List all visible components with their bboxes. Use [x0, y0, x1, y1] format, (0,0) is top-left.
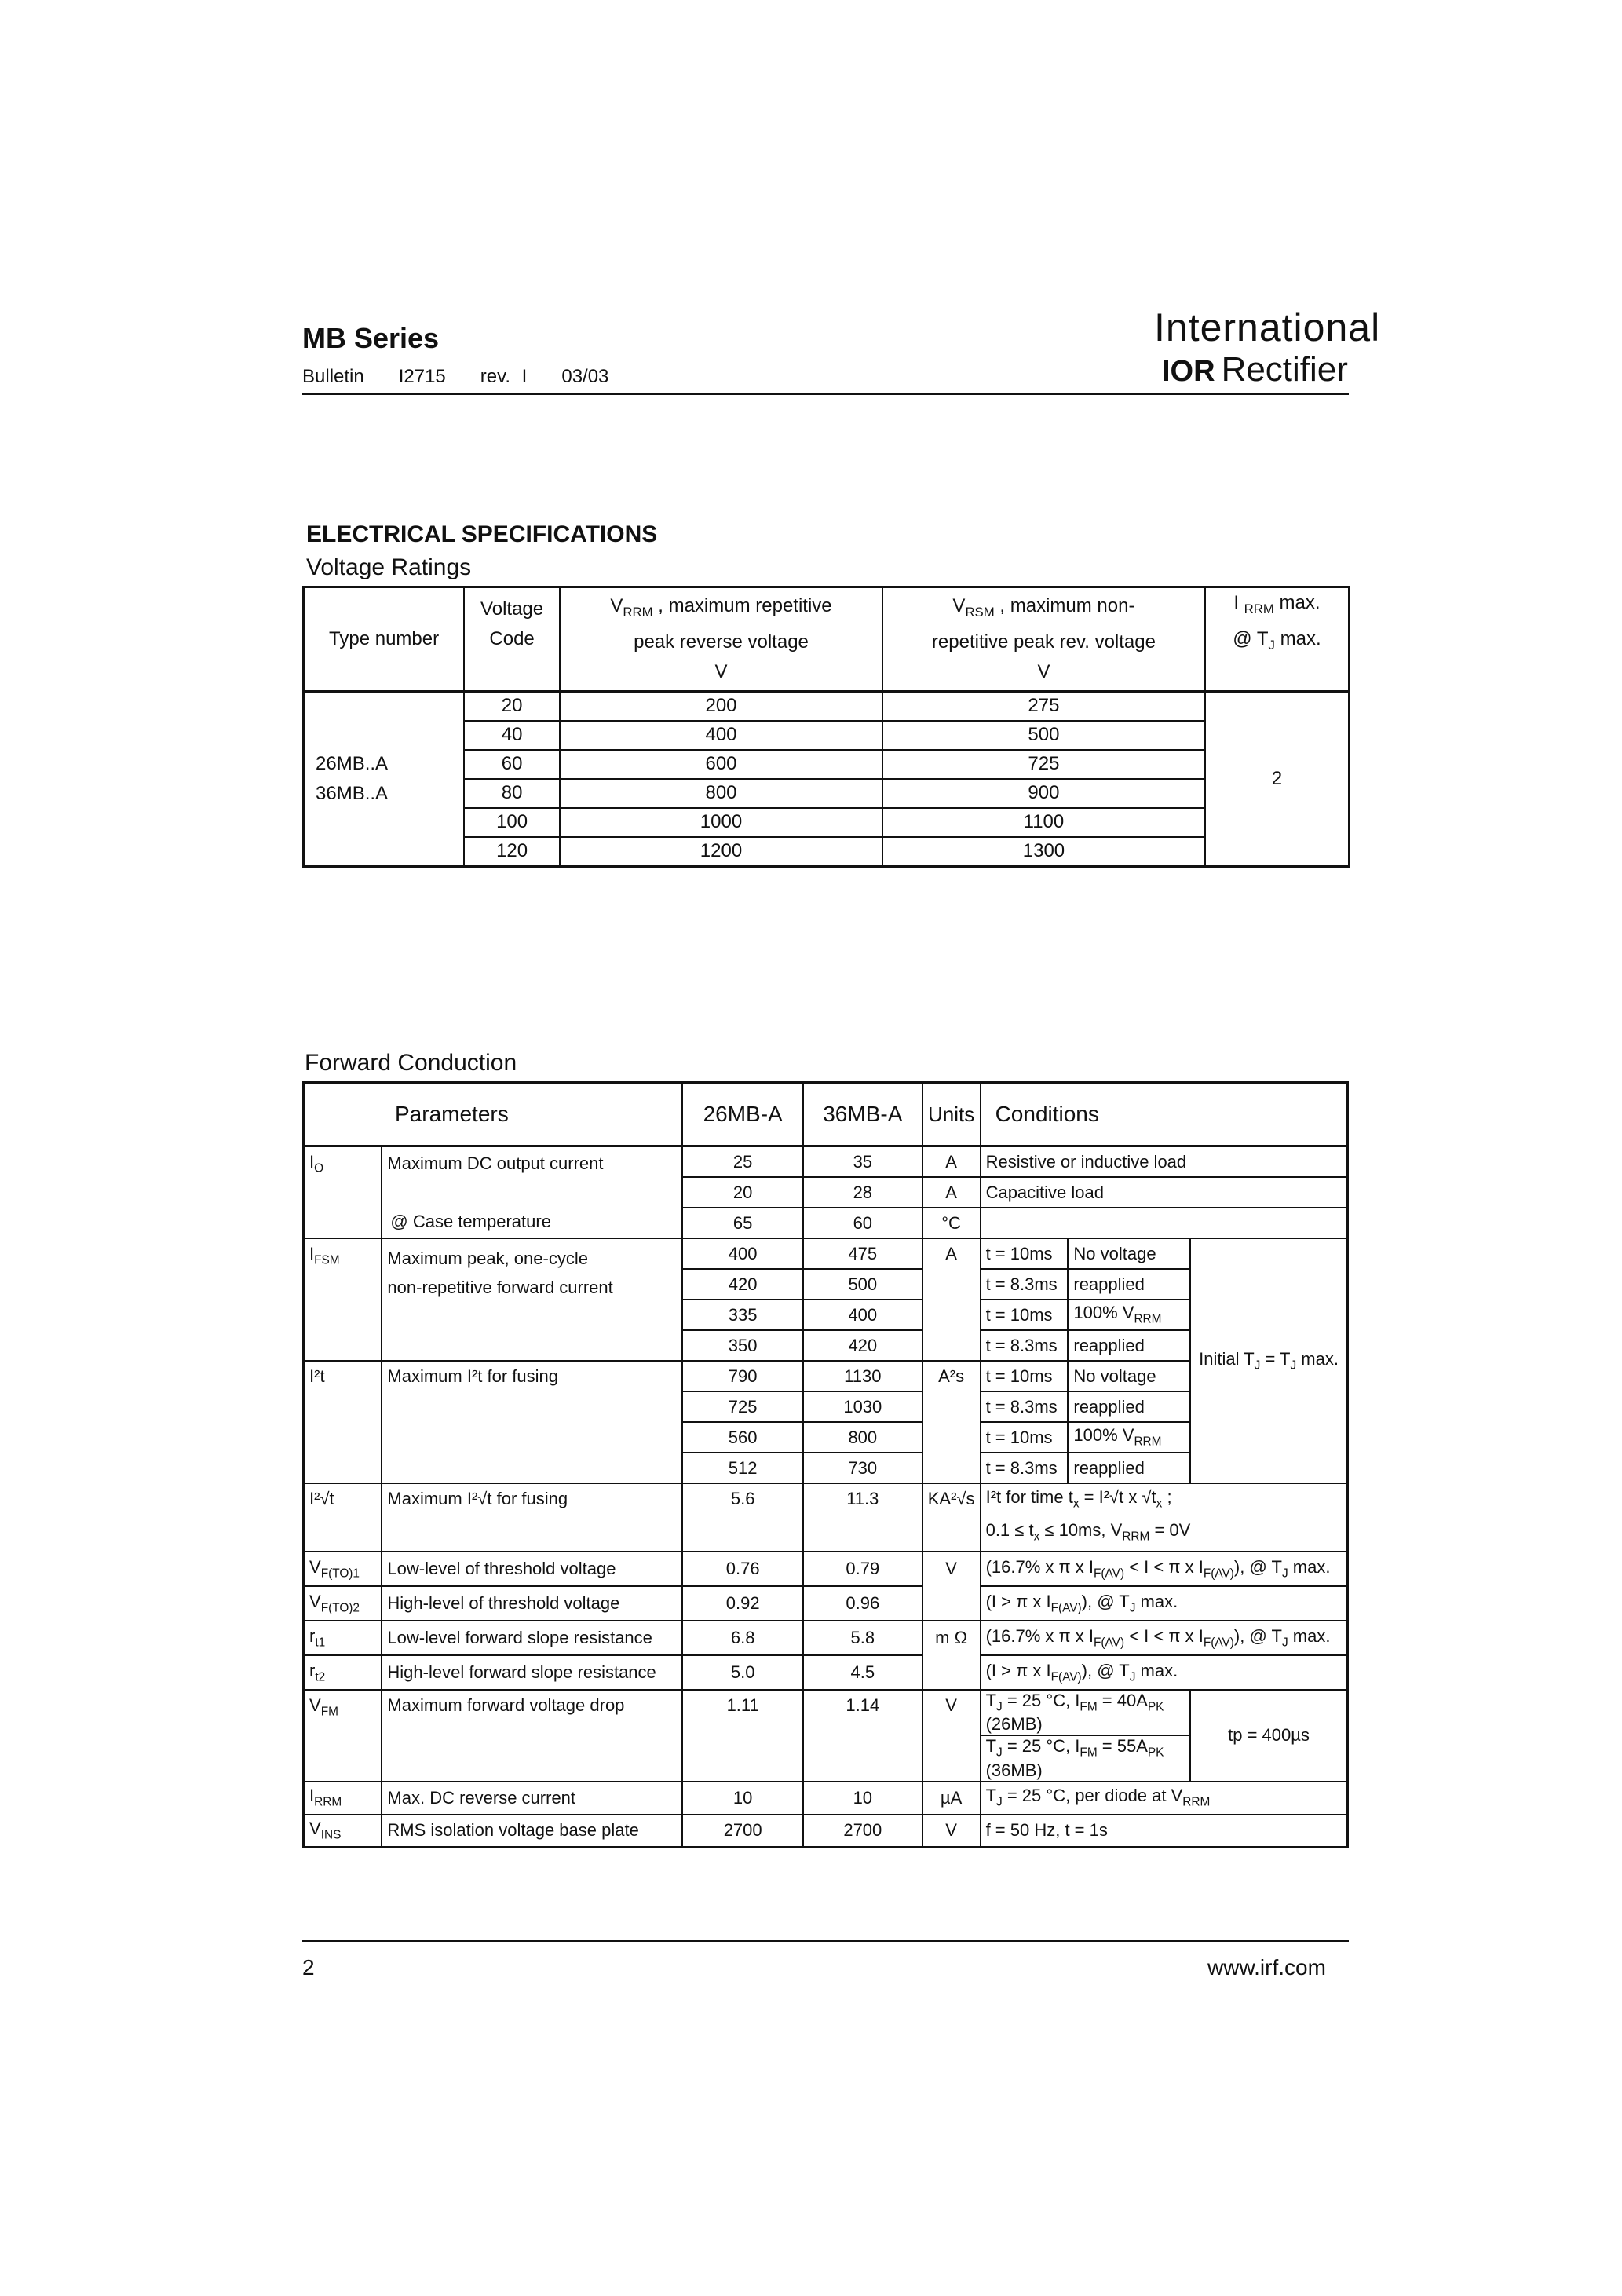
- voltage-condition: 100% $V_{RRM}$: [1068, 1422, 1190, 1453]
- value-36mb: 5.8: [803, 1621, 922, 1655]
- value-36mb: 4.5: [803, 1655, 922, 1690]
- condition-36mb: $T_J = 25$ °C, $I_{FM} = 55A_{PK}$ (36MB): [981, 1735, 1191, 1781]
- logo-rectifier-text: Rectifier: [1221, 350, 1348, 389]
- vrsm-value: 275: [882, 691, 1205, 721]
- unit: A: [922, 1146, 981, 1178]
- ifsm-symbol: $I_{FSM}$: [304, 1238, 382, 1361]
- irrm-value: 2: [1205, 691, 1350, 866]
- section-title: ELECTRICAL SPECIFICATIONS: [306, 521, 658, 547]
- condition: Capacitive load: [981, 1177, 1348, 1208]
- value-36mb: 0.96: [803, 1586, 922, 1621]
- unit: µA: [922, 1782, 981, 1815]
- vfto1-param: Low-level of threshold voltage: [382, 1552, 682, 1586]
- tp-condition: tp = 400µs: [1190, 1690, 1347, 1782]
- vrrm-value: 1000: [560, 808, 882, 837]
- logo-international: International: [1154, 305, 1381, 349]
- value-26mb: 0.76: [682, 1552, 803, 1586]
- irrm-param: Max. DC reverse current: [382, 1782, 682, 1815]
- vins-param: RMS isolation voltage base plate: [382, 1815, 682, 1848]
- value-26mb: 6.8: [682, 1621, 803, 1655]
- condition: (I > π x $I_{F(AV)}$), @ $T_J$ max.: [981, 1655, 1348, 1690]
- time-condition: t = 8.3ms: [981, 1453, 1069, 1483]
- vrrm-value: 400: [560, 721, 882, 750]
- type-number: 36MB..A: [316, 782, 389, 804]
- vrrm-value: 800: [560, 779, 882, 808]
- forward-conduction-title: Forward Conduction: [305, 1050, 517, 1076]
- ifsm-param: Maximum peak, one-cycle non-repetitive forward current: [382, 1238, 682, 1361]
- fc-header-row: [304, 1083, 1348, 1146]
- condition: f = 50 Hz, t = 1s: [981, 1815, 1348, 1848]
- initial-tj-condition: Initial $T_J = T_J$ max.: [1190, 1238, 1347, 1483]
- vfto2-param: High-level of threshold voltage: [382, 1586, 682, 1621]
- footer-divider: [302, 1940, 1349, 1942]
- vfto1-symbol: $V_{F(TO)1}$: [304, 1552, 382, 1586]
- value-26mb: 25: [682, 1146, 803, 1178]
- vfto1-row: [304, 1552, 1348, 1586]
- i2sqrt-row: [304, 1483, 1348, 1552]
- vrrm-value: 600: [560, 750, 882, 779]
- vrrm-value: 1200: [560, 837, 882, 867]
- col-36mb-header: 36MB-A: [803, 1083, 922, 1146]
- voltage-condition: reapplied: [1068, 1453, 1190, 1483]
- condition: I²t for time $t_x = I^2√t$ x $√t_x$ ; $0.1 \le t_x \le 10ms$, $V_{RRM} = 0V$: [981, 1483, 1348, 1552]
- voltage-code: 40: [464, 721, 560, 750]
- value-36mb: 1.14: [803, 1690, 922, 1782]
- parameters-header: Parameters: [304, 1083, 683, 1146]
- voltage-code: 120: [464, 837, 560, 867]
- voltage-code: 60: [464, 750, 560, 779]
- condition: (I > π x $I_{F(AV)}$), @ $T_J$ max.: [981, 1586, 1348, 1621]
- value-36mb: 0.79: [803, 1552, 922, 1586]
- vrsm-value: 500: [882, 721, 1205, 750]
- io-param: Maximum DC output current @ Case temperature: [382, 1146, 682, 1239]
- value-26mb: 5.6: [682, 1483, 803, 1552]
- page-number: 2: [302, 1955, 315, 1980]
- vrsm-value: 900: [882, 779, 1205, 808]
- value-36mb: 28: [803, 1177, 922, 1208]
- value-26mb: 65: [682, 1208, 803, 1238]
- value-36mb: 35: [803, 1146, 922, 1178]
- vrsm-header: $V_{RSM}$ , maximum non- repetitive peak rev. voltage V: [882, 587, 1205, 692]
- value-36mb: 1130: [803, 1361, 922, 1391]
- col-26mb-header: 26MB-A: [682, 1083, 803, 1146]
- forward-conduction-table: [302, 1081, 1349, 1848]
- voltage-condition: No voltage: [1068, 1361, 1190, 1391]
- value-36mb: 11.3: [803, 1483, 922, 1552]
- unit: V: [922, 1552, 981, 1621]
- value-26mb: 10: [682, 1782, 803, 1815]
- unit: A²s: [922, 1361, 981, 1483]
- time-condition: t = 10ms: [981, 1300, 1069, 1330]
- rt1-symbol: $r_{t1}$: [304, 1621, 382, 1655]
- footer-url[interactable]: www.irf.com: [1207, 1955, 1326, 1980]
- rt2-param: High-level forward slope resistance: [382, 1655, 682, 1690]
- io-symbol: $I_O$: [304, 1146, 382, 1239]
- voltage-header-row: [304, 587, 1350, 692]
- unit: V: [922, 1690, 981, 1782]
- value-36mb: 1030: [803, 1391, 922, 1422]
- value-26mb: 725: [682, 1391, 803, 1422]
- unit: °C: [922, 1208, 981, 1238]
- irrm-header: I $_{RRM}$ max. @ $T_J$ max.: [1205, 587, 1350, 692]
- value-26mb: 512: [682, 1453, 803, 1483]
- time-condition: t = 8.3ms: [981, 1269, 1069, 1300]
- time-condition: t = 8.3ms: [981, 1330, 1069, 1361]
- voltage-condition: reapplied: [1068, 1269, 1190, 1300]
- ifsm-row: [304, 1238, 1348, 1269]
- value-26mb: 335: [682, 1300, 803, 1330]
- vfm-param: Maximum forward voltage drop: [382, 1690, 682, 1782]
- vrsm-value: 1300: [882, 837, 1205, 867]
- time-condition: t = 10ms: [981, 1422, 1069, 1453]
- irrm-row: [304, 1782, 1348, 1815]
- type-number: 26MB..A: [316, 752, 389, 774]
- units-header: Units: [922, 1083, 981, 1146]
- vfm-row: [304, 1690, 1348, 1735]
- header-divider: [302, 393, 1349, 395]
- unit: KA²√s: [922, 1483, 981, 1552]
- i2sqrt-symbol: I²√t: [304, 1483, 382, 1552]
- value-36mb: 800: [803, 1422, 922, 1453]
- condition: (16.7% x π x $I_{F(AV)} < I < \pi$ x $I_{F(AV)}$), @ $T_J$ max.: [981, 1621, 1348, 1655]
- unit: m Ω: [922, 1621, 981, 1690]
- vins-symbol: $V_{INS}$: [304, 1815, 382, 1848]
- value-26mb: 790: [682, 1361, 803, 1391]
- value-36mb: 500: [803, 1269, 922, 1300]
- vrsm-value: 1100: [882, 808, 1205, 837]
- voltage-code-header: Voltage Code: [464, 587, 560, 692]
- value-26mb: 5.0: [682, 1655, 803, 1690]
- vrrm-header: $V_{RRM}$ , maximum repetitive peak reverse voltage V: [560, 587, 882, 692]
- bulletin-line: Bulletin I2715 rev. I 03/03: [302, 366, 609, 387]
- condition: (16.7% x π x $I_{F(AV)} < I < \pi$ x $I_{F(AV)}$), @ $T_J$ max.: [981, 1552, 1348, 1586]
- vfto2-symbol: $V_{F(TO)2}$: [304, 1586, 382, 1621]
- value-36mb: 730: [803, 1453, 922, 1483]
- voltage-row: [304, 691, 1350, 721]
- value-26mb: 20: [682, 1177, 803, 1208]
- voltage-code: 100: [464, 808, 560, 837]
- time-condition: t = 10ms: [981, 1238, 1069, 1269]
- rt1-row: [304, 1621, 1348, 1655]
- rt1-param: Low-level forward slope resistance: [382, 1621, 682, 1655]
- voltage-ratings-title: Voltage Ratings: [306, 554, 472, 580]
- value-26mb: 560: [682, 1422, 803, 1453]
- condition: Resistive or inductive load: [981, 1146, 1348, 1178]
- type-number-header: Type number: [304, 587, 465, 692]
- voltage-code: 20: [464, 691, 560, 721]
- vrsm-value: 725: [882, 750, 1205, 779]
- value-36mb: 420: [803, 1330, 922, 1361]
- io-row: [304, 1146, 1348, 1178]
- value-36mb: 2700: [803, 1815, 922, 1848]
- logo-rectifier: [1162, 350, 1348, 389]
- unit: A: [922, 1177, 981, 1208]
- voltage-condition: 100% $V_{RRM}$: [1068, 1300, 1190, 1330]
- vfm-symbol: $V_{FM}$: [304, 1690, 382, 1782]
- i2t-param: Maximum I²t for fusing: [382, 1361, 682, 1483]
- i2sqrt-param: Maximum I²√t for fusing: [382, 1483, 682, 1552]
- value-26mb: 400: [682, 1238, 803, 1269]
- voltage-ratings-table: [302, 586, 1350, 868]
- type-numbers-cell: [304, 691, 465, 866]
- unit: A: [922, 1238, 981, 1361]
- value-26mb: 350: [682, 1330, 803, 1361]
- i2t-symbol: I²t: [304, 1361, 382, 1483]
- conditions-header: Conditions: [981, 1083, 1348, 1146]
- value-36mb: 60: [803, 1208, 922, 1238]
- logo-ior-mark: IOR: [1162, 355, 1215, 388]
- voltage-condition: reapplied: [1068, 1391, 1190, 1422]
- voltage-condition: No voltage: [1068, 1238, 1190, 1269]
- condition-empty: [981, 1208, 1348, 1238]
- vins-row: [304, 1815, 1348, 1848]
- voltage-condition: reapplied: [1068, 1330, 1190, 1361]
- value-26mb: 0.92: [682, 1586, 803, 1621]
- rt2-row: [304, 1655, 1348, 1690]
- vfto2-row: [304, 1586, 1348, 1621]
- vrrm-value: 200: [560, 691, 882, 721]
- irrm-symbol: $I_{RRM}$: [304, 1782, 382, 1815]
- rt2-symbol: $r_{t2}$: [304, 1655, 382, 1690]
- value-36mb: 400: [803, 1300, 922, 1330]
- value-36mb: 10: [803, 1782, 922, 1815]
- value-26mb: 1.11: [682, 1690, 803, 1782]
- voltage-code: 80: [464, 779, 560, 808]
- value-36mb: 475: [803, 1238, 922, 1269]
- value-26mb: 420: [682, 1269, 803, 1300]
- time-condition: t = 10ms: [981, 1361, 1069, 1391]
- time-condition: t = 8.3ms: [981, 1391, 1069, 1422]
- page-title: MB Series: [302, 322, 440, 354]
- condition-26mb: $T_J = 25$ °C, $I_{FM} = 40A_{PK}$ (26MB): [981, 1690, 1191, 1735]
- unit: V: [922, 1815, 981, 1848]
- condition: $T_J = 25$ °C, per diode at $V_{RRM}$: [981, 1782, 1348, 1815]
- value-26mb: 2700: [682, 1815, 803, 1848]
